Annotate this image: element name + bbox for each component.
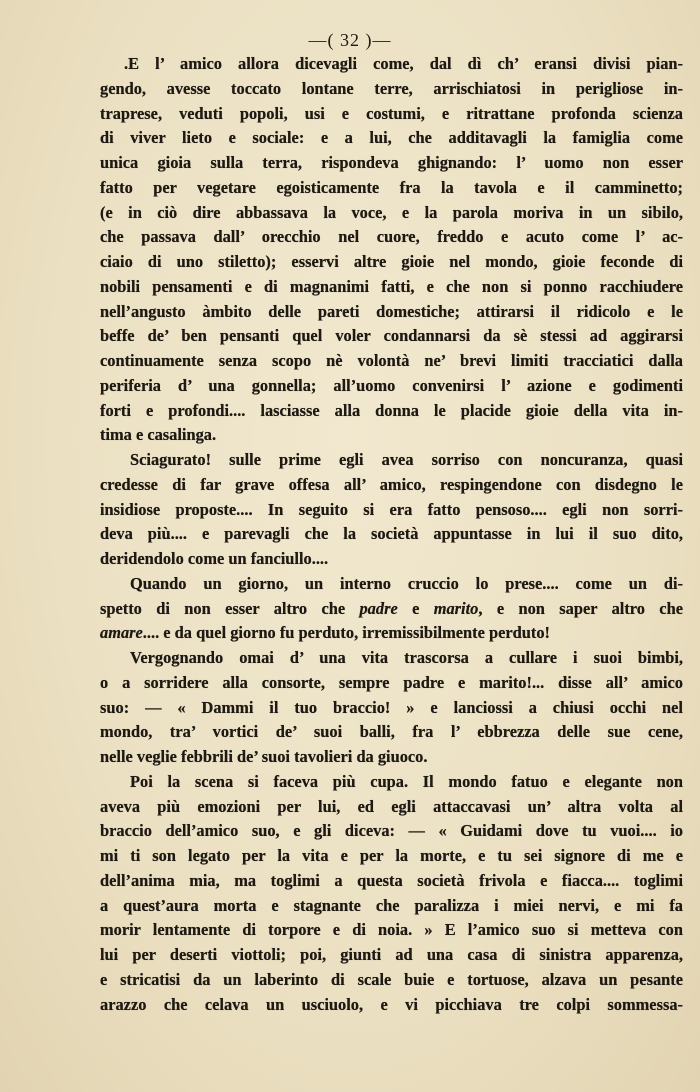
paragraph <box>100 52 683 448</box>
text-line: gendo, avesse toccato lontane terre, arrischiatosi in perigliose in- <box>100 78 683 98</box>
text-line: di viver lieto e sociale: e a lui, che additavagli la famiglia come <box>100 128 683 148</box>
text-line: continuamente senza scopo nè volontà ne’ brevi limiti tracciatici dalla <box>100 351 683 370</box>
text-line: .E l’ amico allora dicevagli come, dal dì ch’ eransi divisi pian- <box>124 54 683 73</box>
text-line: Quando un giorno, un interno cruccio lo prese.... come un di- <box>130 573 683 593</box>
text-line: (e in ciò dire abbassava la voce, e la parola moriva in un sibilo, <box>100 202 683 222</box>
text-line <box>100 621 683 646</box>
text-line: periferia d’ una gonnella; all’uomo convenirsi l’ azione e godimenti <box>100 375 683 395</box>
page-body <box>100 52 683 1017</box>
text-segment: , e non saper altro che <box>478 598 683 618</box>
text-line: arazzo che celava un usciuolo, e vi picchiava tre colpi sommessa- <box>100 994 683 1014</box>
text-line: mondo, tra’ vortici de’ suoi balli, fra l’ ebbrezza delle sue cene, <box>100 722 683 742</box>
text-line: Poi la scena si faceva più cupa. Il mondo fatuo e elegante non <box>130 771 683 791</box>
text-line: e stricatisi da un laberinto di scale buie e tortuose, alzava un pesante <box>100 969 683 989</box>
text-line: fatto per vegetare egoisticamente fra la tavola e il camminetto; <box>100 177 683 197</box>
text-line: credesse di far grave offesa all’ amico, respingendone con disdegno le <box>100 474 683 494</box>
text-line: Sciagurato! sulle prime egli avea sorriso con noncuranza, quasi <box>130 450 683 469</box>
text-line: o a sorridere alla consorte, sempre padre e marito!... disse all’ amico <box>100 672 683 692</box>
text-line: che passava dall’ orecchio nel cuore, freddo e acuto come l’ ac- <box>100 227 683 247</box>
text-line: nobili pensamenti e di magnanimi fatti, e che non si ponno racchiudere <box>100 276 683 296</box>
text-line: ciaio di uno stiletto); esservi altre gioie nel mondo, gioie feconde di <box>100 252 683 271</box>
italic-word: marito <box>433 598 479 618</box>
text-line: braccio dell’amico suo, e gli diceva: — « Guidami dove tu vuoi.... io <box>100 821 683 841</box>
page-number: —( 32 )— <box>308 30 392 50</box>
text-line: tima e casalinga. <box>100 425 217 445</box>
paragraph <box>100 646 683 770</box>
text-line: traprese, veduti popoli, usi e costumi, e ritrattane profonda scienza <box>100 103 683 123</box>
text-line: mi ti son legato per la vita e per la morte, e tu sei signore di me e <box>100 846 683 865</box>
text-line: dell’anima mia, ma toglimi a questa società frivola e fiacca.... toglimi <box>100 870 683 890</box>
text-line: beffe de’ ben pensanti quel voler condannarsi da sè stessi ad aggirarsi <box>100 326 683 346</box>
paragraph <box>100 572 683 646</box>
text-line: a quest’aura morta e stagnante che paralizza i miei nervi, e mi fa <box>100 895 683 915</box>
text-line: deridendolo come un fanciullo.... <box>100 549 329 568</box>
text-segment: e <box>397 598 434 618</box>
italic-word: amare <box>100 623 143 643</box>
paragraph <box>100 448 683 572</box>
text-line: deva più.... e parevagli che la società appuntasse in lui il suo dito, <box>100 524 683 544</box>
text-line: unica gioia sulla terra, rispondeva ghignando: l’ uomo non esser <box>100 153 683 172</box>
italic-word: padre <box>359 598 398 618</box>
text-line: aveva più emozioni per lui, ed egli attaccavasi un’ altra volta al <box>100 796 683 816</box>
text-line: nell’angusto àmbito delle pareti domestiche; attirarsi il ridicolo e le <box>100 301 683 321</box>
text-line: suo: — « Dammi il tuo braccio! » e lanciossi a chiusi occhi nel <box>100 697 683 717</box>
text-line: insidiose proposte.... In seguito si era fatto pensoso.... egli non sorri- <box>100 499 683 519</box>
text-line: nelle veglie febbrili de’ suoi tavolieri da giuoco. <box>100 747 428 766</box>
text-segment: spetto di non esser altro che <box>100 598 360 618</box>
text-line: Vergognando omai d’ una vita trascorsa a cullare i suoi bimbi, <box>130 648 683 667</box>
text-line <box>100 597 683 622</box>
text-line: lui per deserti viottoli; poi, giunti ad una casa di sinistra apparenza, <box>100 945 683 964</box>
text-segment: .... e da quel giorno fu perduto, irremissibilmente perduto! <box>142 623 550 643</box>
text-line: morir lentamente di torpore e di noia. » E l’amico suo si metteva con <box>100 920 683 940</box>
paragraph <box>100 770 683 1018</box>
text-line: forti e profondi.... lasciasse alla donna le placide gioie della vita in- <box>100 400 683 420</box>
